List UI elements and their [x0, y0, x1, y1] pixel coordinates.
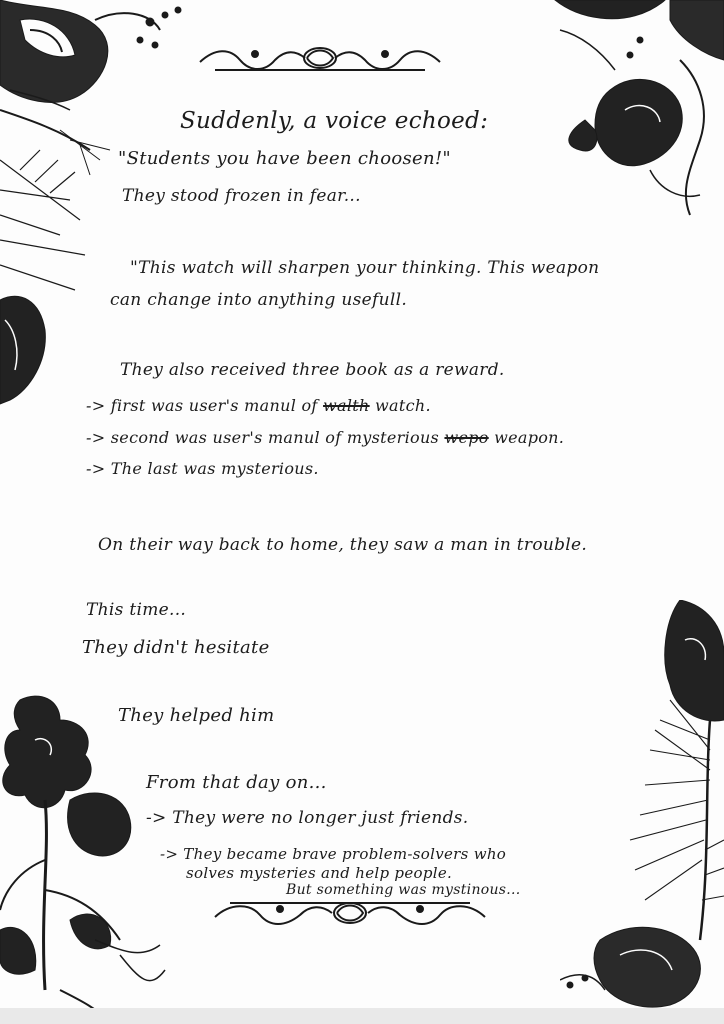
line-chosen: "Students you have been choosen!": [118, 148, 451, 169]
floral-corner-bottom-left-icon: [0, 690, 170, 1024]
item-second-end: weapon.: [494, 428, 565, 447]
page-bottom-edge: [0, 1008, 724, 1024]
solvers-line-1: -> They became brave problem-solvers who: [160, 845, 507, 863]
item-second-text: -> second was user's manul of mysterious: [86, 428, 440, 447]
item-second-struck: wepo: [444, 428, 489, 447]
friends-line: -> They were no longer just friends.: [146, 808, 469, 828]
floral-corner-top-right-icon: [540, 0, 724, 220]
item-first-end: watch.: [375, 396, 431, 415]
solvers-line-2: solves mysteries and help people.: [186, 864, 453, 882]
way-back-line: On their way back to home, they saw a man in trouble.: [98, 535, 588, 555]
item-first-text: -> first was user's manul of: [86, 396, 318, 415]
from-that-day-line: From that day on...: [146, 772, 327, 793]
scroll-divider-bottom-icon: [210, 895, 490, 935]
mysterious-end-line: But something was mystinous...: [286, 882, 521, 898]
scroll-divider-top-icon: [195, 40, 445, 80]
item-second: [86, 428, 564, 447]
didnt-hesitate-line: They didn't hesitate: [82, 637, 270, 658]
item-first: [86, 396, 431, 415]
reward-line: They also received three book as a reward.: [120, 360, 505, 380]
floral-corner-bottom-right-icon: [560, 600, 724, 1010]
helped-line: They helped him: [118, 705, 275, 726]
quote-line-2: can change into anything usefull.: [110, 290, 408, 310]
line-frozen: They stood frozen in fear...: [122, 186, 361, 206]
story-heading: Suddenly, a voice echoed:: [180, 108, 489, 134]
quote-line-1: "This watch will sharpen your thinking. This weapon: [130, 258, 600, 278]
item-first-struck: walth: [323, 396, 370, 415]
item-last: -> The last was mysterious.: [86, 459, 319, 478]
this-time-line: This time...: [86, 600, 187, 620]
